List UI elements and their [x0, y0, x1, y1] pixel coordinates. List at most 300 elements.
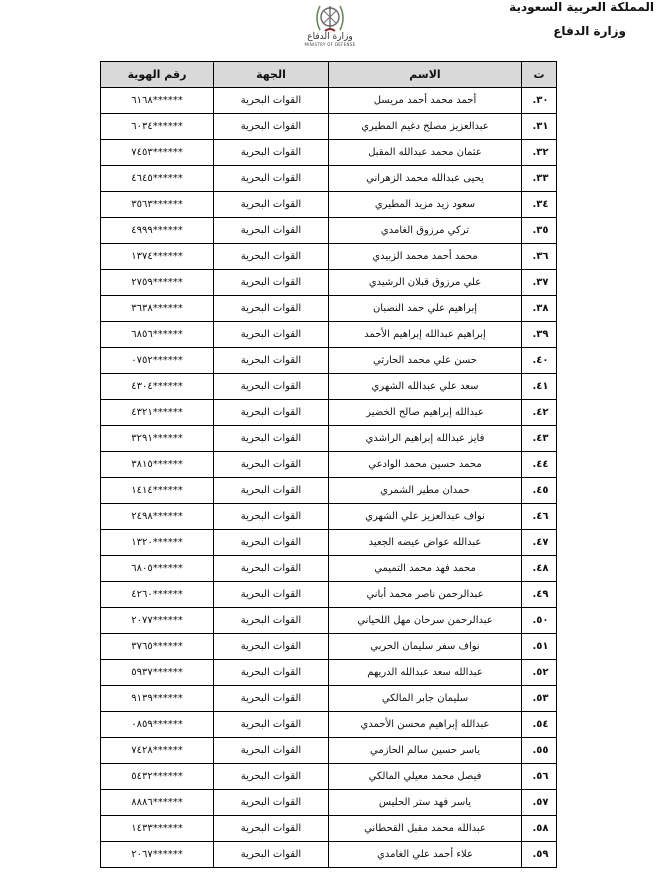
row-side [214, 244, 329, 270]
row-name-text: حسن علي محمد الحارثي [373, 355, 477, 366]
table-row [101, 738, 557, 764]
table-row [101, 348, 557, 374]
row-id [101, 374, 214, 400]
row-id-text: ******١٤١٤ [131, 485, 183, 496]
row-number-dot: . [532, 199, 537, 210]
row-id [101, 764, 214, 790]
row-side-text: القوات البحرية [240, 797, 302, 808]
row-id [101, 634, 214, 660]
row-name-text: عبدالعزيز مصلح دغيم المطيري [361, 121, 489, 132]
row-side [214, 738, 329, 764]
row-id-text: ******٦١٦٨ [131, 95, 183, 106]
row-id-text: ******٤٣٢١ [131, 407, 183, 418]
row-number [522, 530, 557, 556]
row-number-dot: . [532, 355, 537, 366]
row-id-text: ******٧٤٢٨ [131, 745, 183, 756]
row-name-text: سعود زيد مزيد المطيري [374, 199, 476, 210]
row-side [214, 192, 329, 218]
row-side-text: القوات البحرية [240, 823, 302, 834]
table-row [101, 374, 557, 400]
row-name [329, 296, 522, 322]
row-id [101, 816, 214, 842]
row-name [329, 738, 522, 764]
column-header-num: ت [522, 62, 557, 88]
row-name-text: ياسر فهد ستر الحليس [378, 797, 472, 808]
row-name [329, 348, 522, 374]
row-number-text: ٣٣ [536, 173, 549, 184]
row-number-text: ٥٠ [536, 615, 549, 626]
row-number [522, 88, 557, 114]
row-number-dot: . [532, 511, 537, 522]
table-row [101, 790, 557, 816]
column-header-name: الاسم [329, 62, 522, 88]
table-header-row [101, 62, 557, 88]
row-side [214, 712, 329, 738]
row-side-text: القوات البحرية [240, 693, 302, 704]
row-number-text: ٣٢ [536, 147, 549, 158]
row-id [101, 660, 214, 686]
table-row [101, 114, 557, 140]
row-number [522, 686, 557, 712]
row-number [522, 400, 557, 426]
row-id [101, 582, 214, 608]
row-side [214, 608, 329, 634]
row-name [329, 140, 522, 166]
row-id-text: ******٩١٣٩ [131, 693, 183, 704]
row-number-text: ٤١ [536, 381, 549, 392]
row-number-dot: . [532, 303, 537, 314]
row-id [101, 530, 214, 556]
row-id-text: ******٢٤٩٨ [131, 511, 183, 522]
row-side-text: القوات البحرية [240, 251, 302, 262]
row-name [329, 478, 522, 504]
row-id-text: ******٣٧٦٥ [131, 641, 183, 652]
row-side-text: القوات البحرية [240, 277, 302, 288]
row-number-dot: . [532, 563, 537, 574]
row-number-text: ٤٧ [536, 537, 549, 548]
row-name [329, 322, 522, 348]
row-side-text: القوات البحرية [240, 615, 302, 626]
row-number-text: ٣٥ [536, 225, 549, 236]
row-name-text: سعد علي عبدالله الشهري [371, 381, 479, 392]
row-side [214, 530, 329, 556]
table-row [101, 582, 557, 608]
table-row [101, 244, 557, 270]
row-id-text: ******٤٦٤٥ [131, 173, 183, 184]
row-id [101, 322, 214, 348]
row-side-text: القوات البحرية [240, 563, 302, 574]
row-number-dot: . [532, 173, 537, 184]
row-name [329, 764, 522, 790]
row-id [101, 504, 214, 530]
row-side-text: القوات البحرية [240, 459, 302, 470]
row-number [522, 296, 557, 322]
table-row [101, 842, 557, 868]
row-name-text: أحمد محمد أحمد مريسل [373, 95, 477, 106]
row-side [214, 426, 329, 452]
row-side-text: القوات البحرية [240, 95, 302, 106]
row-name-text: محمد حسين محمد الوادعي [368, 459, 482, 470]
row-name [329, 842, 522, 868]
row-number [522, 218, 557, 244]
table-row [101, 218, 557, 244]
row-side [214, 660, 329, 686]
row-number-dot: . [532, 147, 537, 158]
row-id [101, 790, 214, 816]
table-row [101, 400, 557, 426]
row-name [329, 114, 522, 140]
row-number-dot: . [532, 459, 537, 470]
row-number-text: ٣٧ [536, 277, 549, 288]
row-name-text: عبدالله إبراهيم محسن الأحمدي [360, 719, 490, 730]
ministry-logo [298, 0, 362, 56]
row-number [522, 504, 557, 530]
row-number-text: ٣٨ [536, 303, 549, 314]
row-side-text: القوات البحرية [240, 771, 302, 782]
row-number-text: ٣٠ [536, 95, 549, 106]
row-number-dot: . [532, 537, 537, 548]
row-number-dot: . [532, 225, 537, 236]
row-side [214, 400, 329, 426]
logo-english-text: MINISTRY OF DEFENSE [304, 42, 356, 47]
row-name-text: علي مرزوق قبلان الرشيدي [368, 277, 482, 288]
row-number-dot: . [532, 433, 537, 444]
row-number [522, 270, 557, 296]
row-number-text: ٤٢ [536, 407, 549, 418]
row-side-text: القوات البحرية [240, 225, 302, 236]
row-number [522, 426, 557, 452]
table-row [101, 712, 557, 738]
row-number-dot: . [532, 693, 537, 704]
row-number [522, 114, 557, 140]
row-id-text: ******٦٠٣٤ [131, 121, 183, 132]
kingdom-title: المملكة العربية السعودية [509, 0, 654, 14]
row-id-text: ******٣٢٩١ [131, 433, 183, 444]
row-side [214, 842, 329, 868]
row-side [214, 634, 329, 660]
row-id-text: ******٨٨٨٦ [131, 797, 183, 808]
row-name-text: عثمان محمد عبدالله المقبل [368, 147, 482, 158]
table-row [101, 192, 557, 218]
row-side-text: القوات البحرية [240, 329, 302, 340]
row-side [214, 764, 329, 790]
row-name [329, 426, 522, 452]
row-name-text: عبدالرحمن سرحان مهل اللحياني [357, 615, 493, 626]
row-id [101, 166, 214, 192]
row-id [101, 192, 214, 218]
row-id [101, 270, 214, 296]
table-row [101, 816, 557, 842]
row-number [522, 556, 557, 582]
row-id [101, 218, 214, 244]
table-row [101, 140, 557, 166]
row-id-text: ******١٣٢٠ [131, 537, 183, 548]
row-name [329, 608, 522, 634]
row-side-text: القوات البحرية [240, 407, 302, 418]
row-number-text: ٥٧ [536, 797, 549, 808]
row-name-text: عبدالله محمد مقبل القحطاني [364, 823, 486, 834]
table-row [101, 608, 557, 634]
row-number-text: ٤٤ [536, 459, 549, 470]
column-header-id: رقم الهوية [101, 62, 214, 88]
row-id-text: ******٣٦٣٨ [131, 303, 183, 314]
row-name-text: سليمان جابر المالكي [381, 693, 469, 704]
row-side-text: القوات البحرية [240, 355, 302, 366]
row-id [101, 608, 214, 634]
row-side-text: القوات البحرية [240, 745, 302, 756]
row-number-dot: . [532, 823, 537, 834]
row-id [101, 842, 214, 868]
row-id [101, 140, 214, 166]
row-id-text: ******٤٣٠٤ [131, 381, 183, 392]
row-side [214, 218, 329, 244]
row-id-text: ******٤٢٦٠ [131, 589, 183, 600]
row-name-text: محمد فهد محمد التميمي [374, 563, 476, 574]
row-name [329, 582, 522, 608]
row-id [101, 426, 214, 452]
table-row [101, 426, 557, 452]
row-side [214, 88, 329, 114]
row-number-text: ٥٨ [536, 823, 549, 834]
row-number-text: ٥٣ [536, 693, 549, 704]
personnel-table [100, 61, 557, 868]
row-id-text: ******١٣٧٤ [131, 251, 183, 262]
row-side [214, 790, 329, 816]
table-row [101, 530, 557, 556]
table-row [101, 88, 557, 114]
row-number-text: ٣٤ [536, 199, 549, 210]
row-id-text: ******٢٠٧٧ [131, 615, 183, 626]
row-id [101, 296, 214, 322]
row-name [329, 712, 522, 738]
row-number-text: ٥٥ [536, 745, 549, 756]
row-number-dot: . [532, 277, 537, 288]
table-row [101, 504, 557, 530]
row-side-text: القوات البحرية [240, 199, 302, 210]
row-name [329, 270, 522, 296]
row-side-text: القوات البحرية [240, 173, 302, 184]
row-id-text: ******٦٨٠٥ [131, 563, 183, 574]
row-number [522, 634, 557, 660]
row-number-dot: . [532, 251, 537, 262]
row-number [522, 608, 557, 634]
row-id-text: ******٠٨٥٩ [131, 719, 183, 730]
table-row [101, 686, 557, 712]
row-side-text: القوات البحرية [240, 719, 302, 730]
row-side [214, 816, 329, 842]
table-row [101, 634, 557, 660]
row-number-text: ٥٦ [536, 771, 549, 782]
row-number [522, 842, 557, 868]
row-number-dot: . [532, 485, 537, 496]
row-side [214, 296, 329, 322]
row-number-dot: . [532, 797, 537, 808]
row-name [329, 556, 522, 582]
row-side-text: القوات البحرية [240, 511, 302, 522]
row-side [214, 452, 329, 478]
row-name [329, 634, 522, 660]
row-side-text: القوات البحرية [240, 303, 302, 314]
row-id [101, 478, 214, 504]
row-side [214, 504, 329, 530]
row-id-text: ******٣٥٦٣ [131, 199, 183, 210]
row-id [101, 452, 214, 478]
row-number-dot: . [532, 745, 537, 756]
table-row [101, 660, 557, 686]
row-number [522, 192, 557, 218]
row-id-text: ******٠٧٥٢ [131, 355, 183, 366]
table-row [101, 764, 557, 790]
row-name [329, 374, 522, 400]
row-id-text: ******٦٨٥٦ [131, 329, 183, 340]
row-name-text: علاء أحمد علي الغامدي [377, 849, 473, 860]
row-side-text: القوات البحرية [240, 849, 302, 860]
row-id [101, 738, 214, 764]
row-number [522, 660, 557, 686]
row-number-text: ٣٦ [536, 251, 549, 262]
row-id-text: ******٢٧٥٩ [131, 277, 183, 288]
table-row [101, 478, 557, 504]
row-side [214, 166, 329, 192]
row-id-text: ******٣٨١٥ [131, 459, 183, 470]
row-number [522, 166, 557, 192]
row-id [101, 348, 214, 374]
row-id-text: ******١٤٣٣ [131, 823, 183, 834]
row-number [522, 244, 557, 270]
row-id-text: ******٥٤٣٢ [131, 771, 183, 782]
row-id-text: ******٤٩٩٩ [131, 225, 183, 236]
row-number-text: ٥٢ [536, 667, 549, 678]
row-number-text: ٥١ [536, 641, 549, 652]
row-name-text: عبدالله سعد عبدالله الدريهم [367, 667, 483, 678]
row-side-text: القوات البحرية [240, 485, 302, 496]
row-number-text: ٤٩ [536, 589, 549, 600]
row-number-dot: . [532, 615, 537, 626]
row-name-text: فيصل محمد معيلي المالكي [368, 771, 482, 782]
logo-arabic-text: وزارة الدفاع [307, 32, 353, 42]
row-id [101, 88, 214, 114]
row-name-text: إبراهيم عبدالله إبراهيم الأحمد [364, 329, 486, 340]
row-side [214, 114, 329, 140]
row-id [101, 114, 214, 140]
row-side-text: القوات البحرية [240, 121, 302, 132]
row-number-text: ٤٠ [536, 355, 549, 366]
row-name-text: ياسر حسين سالم الحازمي [370, 745, 480, 756]
row-name-text: يحيى عبدالله محمد الزهراني [366, 173, 484, 184]
table-row [101, 270, 557, 296]
row-number [522, 738, 557, 764]
table-row [101, 322, 557, 348]
row-id-text: ******٥٩٣٧ [131, 667, 183, 678]
row-name-text: عبدالله إبراهيم صالح الخضير [366, 407, 484, 418]
row-number [522, 140, 557, 166]
row-id-text: ******٢٠٦٧ [131, 849, 183, 860]
row-side-text: القوات البحرية [240, 667, 302, 678]
row-number-dot: . [532, 95, 537, 106]
ministry-title: وزارة الدفاع [553, 24, 626, 38]
row-number-dot: . [532, 667, 537, 678]
row-name [329, 166, 522, 192]
row-name [329, 530, 522, 556]
row-number-dot: . [532, 719, 537, 730]
row-number [522, 712, 557, 738]
row-name-text: فايز عبدالله إبراهيم الراشدي [365, 433, 485, 444]
row-number-dot: . [532, 589, 537, 600]
row-side [214, 478, 329, 504]
table-row [101, 166, 557, 192]
row-name-text: نواف عبدالعزيز علي الشهري [365, 511, 485, 522]
row-name [329, 816, 522, 842]
row-name-text: نواف سفر سليمان الحربي [370, 641, 480, 652]
row-number-text: ٤٥ [536, 485, 549, 496]
row-number [522, 322, 557, 348]
row-number-text: ٥٩ [536, 849, 549, 860]
row-number [522, 816, 557, 842]
row-number [522, 764, 557, 790]
row-number-dot: . [532, 381, 537, 392]
table-row [101, 452, 557, 478]
row-side-text: القوات البحرية [240, 589, 302, 600]
table-row [101, 556, 557, 582]
row-name [329, 88, 522, 114]
row-number-text: ٤٦ [536, 511, 549, 522]
row-id [101, 712, 214, 738]
row-name-text: عبدالله عواض عيضه الجعيد [368, 537, 482, 548]
row-name [329, 504, 522, 530]
row-number-dot: . [532, 407, 537, 418]
row-id [101, 400, 214, 426]
row-side [214, 348, 329, 374]
row-id [101, 244, 214, 270]
row-name [329, 660, 522, 686]
row-side [214, 686, 329, 712]
row-name-text: تركي مرزوق الغامدي [380, 225, 470, 236]
row-number-dot: . [532, 329, 537, 340]
row-name [329, 218, 522, 244]
row-number-text: ٣٩ [536, 329, 549, 340]
row-side-text: القوات البحرية [240, 537, 302, 548]
row-name [329, 244, 522, 270]
row-name-text: محمد أحمد محمد الزبيدي [372, 251, 478, 262]
row-side-text: القوات البحرية [240, 381, 302, 392]
row-number [522, 790, 557, 816]
row-side-text: القوات البحرية [240, 147, 302, 158]
row-number [522, 582, 557, 608]
row-name [329, 790, 522, 816]
row-side-text: القوات البحرية [240, 433, 302, 444]
row-number-dot: . [532, 121, 537, 132]
row-side [214, 556, 329, 582]
row-side [214, 140, 329, 166]
emblem-icon [312, 0, 348, 34]
row-side [214, 322, 329, 348]
row-number-text: ٣١ [536, 121, 549, 132]
row-number [522, 348, 557, 374]
row-number [522, 374, 557, 400]
row-number-dot: . [532, 849, 537, 860]
row-side [214, 582, 329, 608]
row-name-text: إبراهيم علي حمد النصبان [372, 303, 478, 314]
row-side [214, 270, 329, 296]
row-name-text: عبدالرحمن ناصر محمد أباني [366, 589, 484, 600]
row-name [329, 400, 522, 426]
column-header-side: الجهة [214, 62, 329, 88]
row-name [329, 192, 522, 218]
row-number-text: ٤٣ [536, 433, 549, 444]
row-side [214, 374, 329, 400]
row-id-text: ******٧٤٥٣ [131, 147, 183, 158]
row-name [329, 452, 522, 478]
